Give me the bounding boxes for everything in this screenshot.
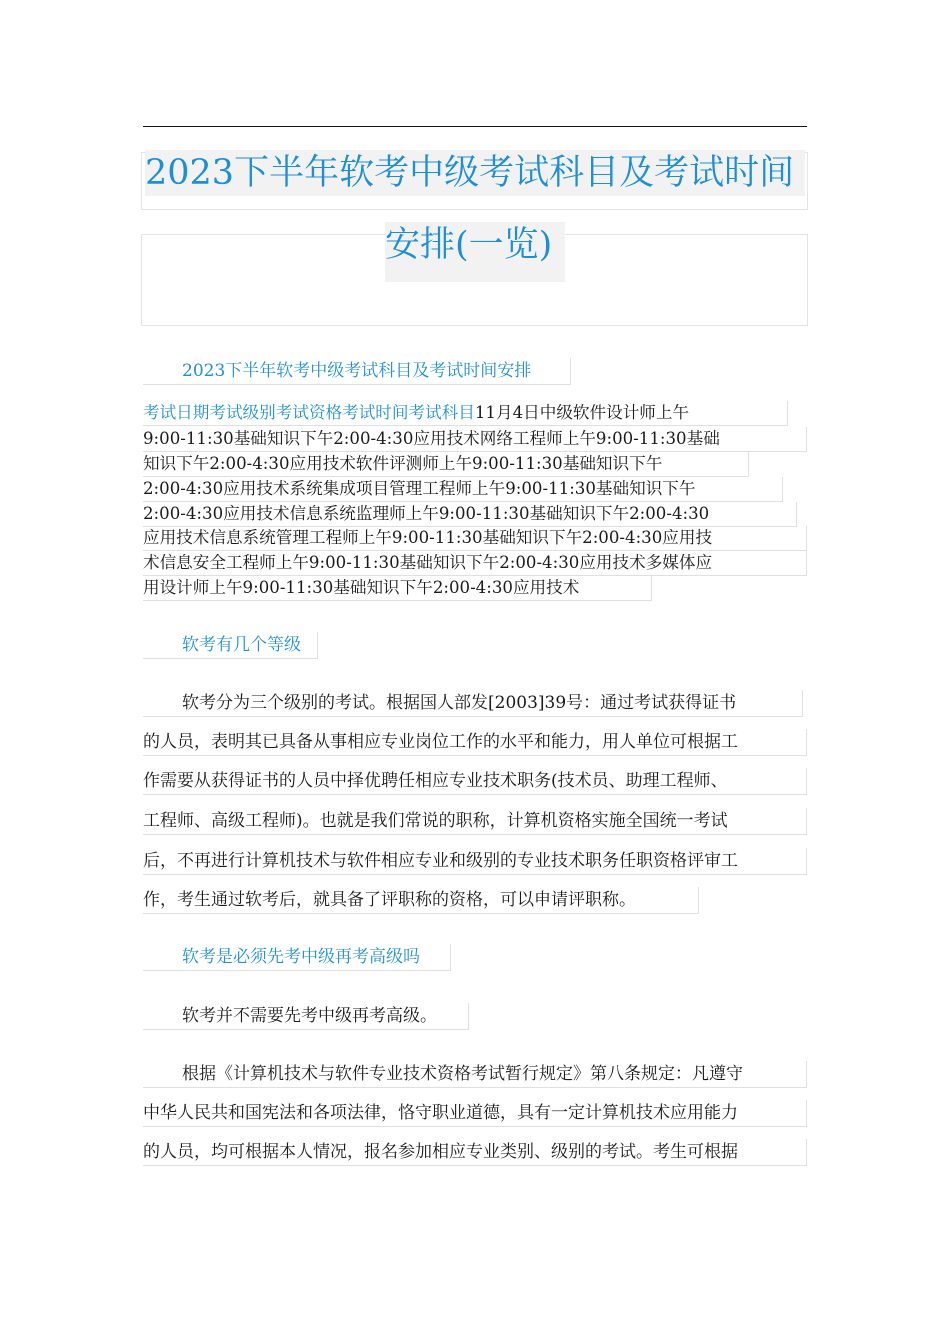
levels-para-line-2: 的人员，表明其已具备从事相应专业岗位工作的水平和能力，用人单位可根据工 [143,729,807,756]
schedule-line-4: 2:00-4:30应用技术系统集成项目管理工程师上午9:00-11:30基础知识下午 [143,477,783,502]
section-heading-schedule: 2023下半年软考中级考试科目及考试时间安排 [143,358,571,385]
order-para-line-1: 根据《计算机技术与软件专业技术资格考试暂行规定》第八条规定：凡遵守 [143,1061,807,1088]
levels-para-line-6: 作，考生通过软考后，就具备了评职称的资格，可以申请评职称。 [143,887,699,914]
schedule-line-5: 2:00-4:30应用技术信息系统监理师上午9:00-11:30基础知识下午2:00-4:30 [143,502,797,527]
order-para-line-2: 中华人民共和国宪法和各项法律，恪守职业道德，具有一定计算机技术应用能力 [143,1100,807,1127]
schedule-line-3: 知识下午2:00-4:30应用技术软件评测师上午9:00-11:30基础知识下午 [143,452,749,477]
schedule-line-2: 9:00-11:30基础知识下午2:00-4:30应用技术网络工程师上午9:00-11:30基础 [143,427,807,452]
levels-para-line-4: 工程师、高级工程师)。也就是我们常说的职称，计算机资格实施全国统一考试 [143,808,807,835]
top-rule [143,126,807,127]
page-title-line-2: 安排(一览) [385,222,565,282]
section-heading-order: 软考是必须先考中级再考高级吗 [143,944,451,971]
schedule-line-1 [143,401,788,426]
page-title-line-1: 2023下半年软考中级考试科目及考试时间 [145,150,805,196]
levels-para-line-5: 后，不再进行计算机技术与软件相应专业和级别的专业技术职务任职资格评审工 [143,848,807,875]
schedule-line-7: 术信息安全工程师上午9:00-11:30基础知识下午2:00-4:30应用技术多媒体应 [143,551,807,576]
table-line-text: 11月4日中级软件设计师上午 [474,403,690,422]
order-answer: 软考并不需要先考中级再考高级。 [143,1003,469,1030]
levels-para-line-1: 软考分为三个级别的考试。根据国人部发[2003]39号：通过考试获得证书 [143,690,803,717]
schedule-line-6: 应用技术信息系统管理工程师上午9:00-11:30基础知识下午2:00-4:30应用技 [143,526,807,551]
levels-para-line-3: 作需要从获得证书的人员中择优聘任相应专业技术职务(技术员、助理工程师、 [143,768,807,795]
schedule-line-8: 用设计师上午9:00-11:30基础知识下午2:00-4:30应用技术 [143,576,652,601]
section-heading-levels: 软考有几个等级 [143,632,318,659]
order-para-line-3: 的人员，均可根据本人情况，报名参加相应专业类别、级别的考试。考生可根据 [143,1139,807,1166]
table-header-text: 考试日期考试级别考试资格考试时间考试科目 [143,403,475,422]
